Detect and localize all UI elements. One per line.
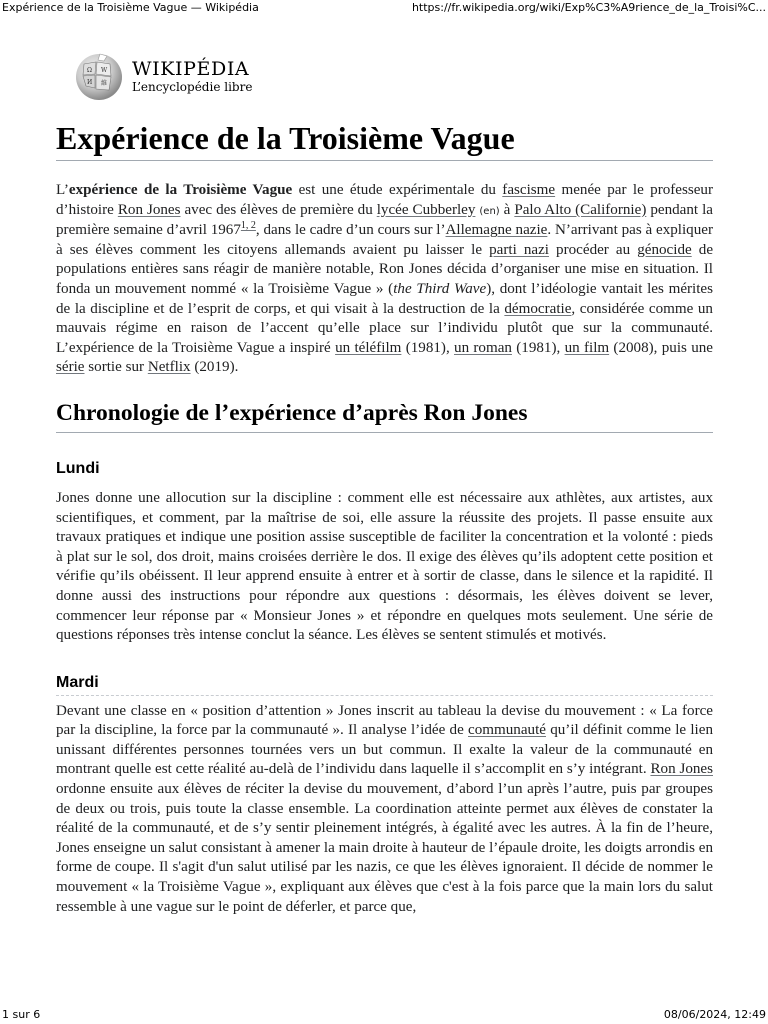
- link-serie[interactable]: série: [56, 359, 85, 376]
- mardi-paragraph: Devant une classe en « position d’attention » Jones inscrit au tableau la devise du mouvement : « La force par la discipline, la force par la communauté ». Il analyse l’idée de communauté qu’il définit comme le lien unissant différentes personnes tournées vers un but commun. Il exalte la valeur de la communauté en montrant quelle est cette réalité au-delà de l’individu dans laquelle il s’accomplit en s’y intégrant. Ron Jones ordonne ensuite aux élèves de réciter la devise du mouvement, d’abord l’un après l’autre, puis par groupes de deux ou trois, puis toute la classe ensemble. La coordination atteinte permet aux élèves de constater la réalité de la communauté, et de s’y sentir pleinement intégrés, à égalité avec les autres. À la fin de l’heure, Jones enseigne un salut consistant à amener la main droite à hauteur de l’épaule droite, les doigts arrondis en forme de coupe. Il s'agit d'un salut utilisé par les nazis, ce que les élèves ignoraient. Il décide de nommer le mouvement « la Troisième Vague », expliquant aux élèves que c'est à la fois parce que la main lors du salut ressemble à une vague sur le point de déferler, et parce que,: [56, 702, 713, 915]
- link-communaute[interactable]: communauté: [468, 722, 546, 739]
- subsection-heading-lundi: Lundi: [56, 459, 100, 477]
- reference-links[interactable]: 1, 2: [240, 220, 256, 232]
- link-ron-jones-2[interactable]: Ron Jones: [650, 761, 713, 778]
- svg-text:И: И: [87, 79, 93, 86]
- link-netflix[interactable]: Netflix: [147, 359, 191, 376]
- page-counter: 1 sur 6: [2, 1008, 41, 1021]
- svg-text:W: W: [101, 67, 108, 74]
- print-datetime: 08/06/2024, 12:49: [663, 1008, 766, 1021]
- wikipedia-globe-icon: [74, 52, 124, 102]
- link-lycee-cubberley[interactable]: lycée Cubberley: [376, 201, 476, 218]
- link-palo-alto[interactable]: Palo Alto (Californie): [514, 201, 647, 218]
- article-content: [56, 112, 713, 917]
- svg-text:維: 維: [101, 80, 108, 87]
- link-fascisme[interactable]: fascisme: [502, 182, 556, 198]
- lead-paragraph: L’expérience de la Troisième Vague est une étude expérimentale du fascisme menée par le professeur d’histoire Ron Jones avec des élèves de première du lycée Cubberley (en) à Palo Alto (Californie) pendant la première semaine d’avril 1967$^{1, 2}$, dans le cadre d’un cours sur l’Allemagne nazie. N’arrivant pas à expliquer à ses élèves comment les citoyens allemands avaient pu laisser le parti nazi procéder au génocide de populations entières sans réagir de manière notable, Ron Jones décida d’organiser une mise en situation. Il fonda un mouvement nommé « la Troisième Vague » (the Third Wave), dont l’idéologie vantait les mérites de la discipline et de l’esprit de corps, et qui visait à la destruction de la démocratie, considérée comme un mauvais régime en raison de l’accent qu’elle place sur l’individu plutôt que sur la communauté. L’expérience de la Troisième Vague a inspiré un téléfilm (1981), un roman (1981), un film (2008), puis une série sortie sur Netflix (2019).: [56, 182, 714, 376]
- link-parti-nazi[interactable]: parti nazi: [489, 241, 549, 258]
- page-title: Expérience de la Troisième Vague: [56, 112, 713, 161]
- link-roman[interactable]: un roman: [454, 339, 512, 356]
- print-page-title: Expérience de la Troisième Vague — Wikipédia: [2, 1, 259, 14]
- english-link-indicator[interactable]: (en): [479, 205, 500, 217]
- link-telefilm[interactable]: un téléfilm: [335, 339, 402, 356]
- wikipedia-logo[interactable]: [74, 52, 274, 104]
- print-url: https://fr.wikipedia.org/wiki/Exp%C3%A9rience_de_la_Troisi%C...: [411, 1, 766, 14]
- wordmark: WIKIPÉDIA: [132, 58, 250, 80]
- third-wave-italic: the Third Wave: [393, 280, 487, 297]
- link-democratie[interactable]: démocratie: [504, 300, 572, 317]
- svg-text:Ω: Ω: [87, 67, 92, 74]
- tagline: L’encyclopédie libre: [132, 80, 253, 94]
- print-footer: [0, 1006, 768, 1024]
- link-genocide[interactable]: génocide: [637, 241, 692, 258]
- lead-bold-term: expérience de la Troisième Vague: [68, 182, 293, 198]
- subsection-heading-mardi: Mardi: [56, 673, 713, 696]
- lundi-paragraph: Jones donne une allocution sur la discipline : comment elle est nécessaire aux athlètes, aux artistes, aux scientifiques, et comment, par la maîtrise de soi, elle assure la réussite des projets. Il passe ensuite aux travaux pratiques et indique une position assise susceptible de faciliter la concentration et la volonté : pieds à plat sur le sol, dos droit, mains croisées derrière le dos. Il exige des élèves qu’ils adoptent cette position et vérifie qu’ils obéissent. Il leur apprend ensuite à entrer et à sortir de classe, dans le silence et la rapidité. Il donne aussi des instructions pour répondre aux questions : désormais, les élèves doivent se lever, commencer leur réponse par « Monsieur Jones » et répondre en quelques mots seulement. Une série de questions réponses très intense conclut la séance. Les élèves se sentent stimulés et motivés.: [56, 489, 713, 644]
- section-heading-chronologie: Chronologie de l’expérience d’après Ron Jones: [56, 398, 713, 433]
- link-ron-jones[interactable]: Ron Jones: [117, 201, 181, 218]
- link-allemagne-nazie[interactable]: Allemagne nazie: [445, 222, 548, 239]
- print-header: [0, 0, 768, 18]
- link-film[interactable]: un film: [564, 339, 610, 356]
